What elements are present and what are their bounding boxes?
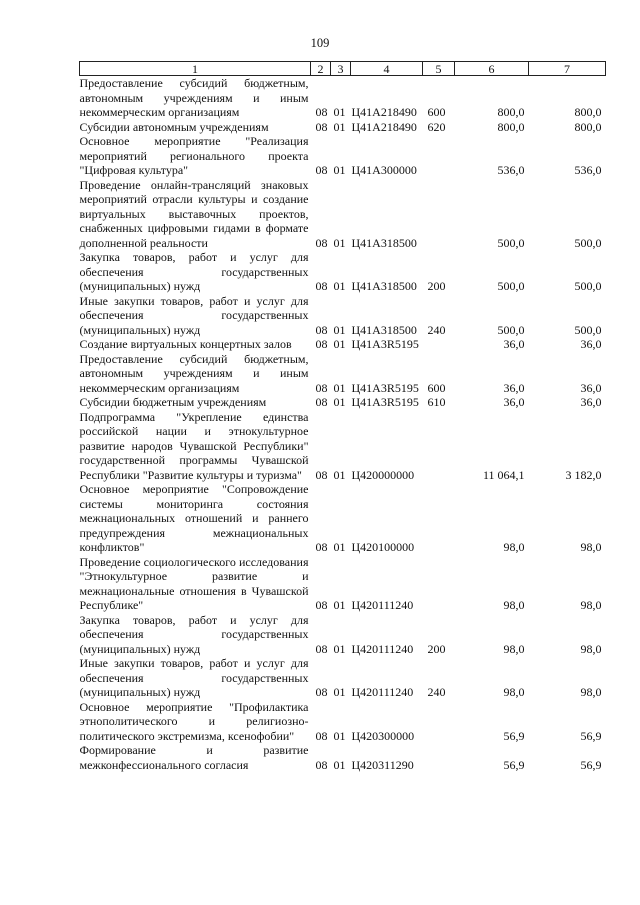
row-amount-1: 98,0 bbox=[503, 540, 525, 554]
row-expense-type: 620 bbox=[427, 119, 446, 134]
row-description: Основное мероприятие "Сопровождение системы мониторинга состояния межнациональных отношений и раннего предупреждения межнациональных конфликтов" bbox=[79, 482, 309, 554]
row-target-code: Ц41А3R5195 bbox=[351, 380, 419, 395]
row-description: Субсидии автономным учреждениям bbox=[79, 119, 269, 134]
row-amount-1: 500,0 bbox=[497, 279, 525, 293]
row-amount-1: 36,0 bbox=[503, 337, 525, 351]
row-subsection: 01 bbox=[333, 163, 346, 177]
row-section: 08 bbox=[315, 235, 328, 250]
row-subsection: 01 bbox=[333, 235, 346, 250]
row-amount-2: 500,0 bbox=[574, 279, 602, 293]
row-target-code: Ц420300000 bbox=[351, 728, 415, 743]
row-target-code: Ц41А318500 bbox=[351, 322, 417, 337]
row-target-code: Ц41А3R5195 bbox=[351, 395, 419, 409]
row-expense-type: 240 bbox=[427, 322, 446, 337]
row-section: 08 bbox=[315, 598, 328, 612]
row-section: 08 bbox=[315, 337, 328, 351]
row-expense-type bbox=[423, 555, 455, 613]
row-amount-1: 500,0 bbox=[497, 235, 525, 250]
row-target-code: Ц420000000 bbox=[351, 467, 415, 482]
row-target-code: Ц41А218490 bbox=[351, 119, 417, 134]
table-row bbox=[80, 76, 606, 120]
row-subsection: 01 bbox=[333, 641, 346, 656]
row-target-code: Ц41А318500 bbox=[351, 235, 417, 250]
table-row bbox=[80, 555, 606, 613]
row-subsection: 01 bbox=[333, 467, 346, 482]
row-section: 08 bbox=[315, 322, 328, 337]
row-description: Подпрограмма "Укрепление единства российской нации и этнокультурное развитие народов Чувашской Республики" государственной программы Чувашской Республики "Развитие культуры и туризма" bbox=[79, 409, 309, 482]
row-amount-2: 98,0 bbox=[580, 540, 602, 554]
row-target-code: Ц41А3R5195 bbox=[351, 337, 419, 351]
table-row bbox=[80, 743, 606, 772]
row-description: Создание виртуальных концертных залов bbox=[79, 337, 292, 351]
row-amount-1: 536,0 bbox=[497, 163, 525, 177]
row-amount-2: 36,0 bbox=[580, 395, 602, 409]
table-row bbox=[80, 120, 606, 135]
header-row bbox=[80, 62, 606, 76]
row-description: Предоставление субсидий бюджетным, автономным учреждениям и иным некоммерческим организациям bbox=[79, 351, 309, 395]
row-section: 08 bbox=[315, 395, 328, 409]
column-header-7: 7 bbox=[529, 62, 606, 76]
row-amount-2: 36,0 bbox=[580, 337, 602, 351]
table-row bbox=[80, 656, 606, 700]
row-subsection: 01 bbox=[333, 337, 346, 351]
row-section: 08 bbox=[315, 119, 328, 134]
row-expense-type: 200 bbox=[427, 279, 446, 293]
column-header-5: 5 bbox=[423, 62, 455, 76]
row-amount-1: 98,0 bbox=[503, 641, 525, 656]
row-section: 08 bbox=[315, 105, 328, 119]
column-header-2: 2 bbox=[311, 62, 331, 76]
row-amount-2: 500,0 bbox=[574, 235, 602, 250]
budget-table bbox=[79, 61, 606, 772]
row-section: 08 bbox=[315, 467, 328, 482]
row-amount-1: 56,9 bbox=[503, 728, 525, 743]
column-header-3: 3 bbox=[331, 62, 351, 76]
row-expense-type bbox=[423, 700, 455, 744]
row-section: 08 bbox=[315, 757, 328, 772]
column-header-6: 6 bbox=[455, 62, 529, 76]
table-row bbox=[80, 337, 606, 352]
row-section: 08 bbox=[315, 540, 328, 554]
row-amount-1: 56,9 bbox=[503, 757, 525, 772]
row-target-code: Ц41А318500 bbox=[351, 279, 417, 293]
row-section: 08 bbox=[315, 380, 328, 395]
table-row bbox=[80, 134, 606, 178]
row-subsection: 01 bbox=[333, 540, 346, 554]
row-amount-1: 800,0 bbox=[497, 119, 525, 134]
row-description: Формирование и развитие межконфессионального согласия bbox=[79, 743, 309, 772]
row-amount-2: 98,0 bbox=[580, 641, 602, 656]
row-amount-2: 56,9 bbox=[580, 757, 602, 772]
row-amount-2: 500,0 bbox=[574, 322, 602, 337]
table-body bbox=[80, 76, 606, 773]
row-expense-type bbox=[423, 134, 455, 178]
row-description: Иные закупки товаров, работ и услуг для обеспечения государственных (муниципальных) нужд bbox=[79, 293, 309, 337]
row-subsection: 01 bbox=[333, 757, 346, 772]
row-section: 08 bbox=[315, 685, 328, 699]
row-expense-type: 610 bbox=[427, 395, 446, 409]
row-expense-type bbox=[423, 743, 455, 772]
row-description: Закупка товаров, работ и услуг для обеспечения государственных (муниципальных) нужд bbox=[79, 612, 309, 656]
row-description: Проведение онлайн-трансляций знаковых мероприятий отрасли культуры и создание виртуальных выставочных проектов, снабженных цифровыми гидами в формате дополненной реальности bbox=[79, 177, 309, 250]
row-target-code: Ц41А300000 bbox=[351, 163, 417, 177]
row-description: Иные закупки товаров, работ и услуг для обеспечения государственных (муниципальных) нужд bbox=[79, 656, 309, 699]
table-row bbox=[80, 613, 606, 657]
row-target-code: Ц420100000 bbox=[351, 540, 415, 554]
row-target-code: Ц41А218490 bbox=[351, 105, 417, 119]
row-expense-type bbox=[423, 482, 455, 555]
page-number: 109 bbox=[310, 36, 330, 50]
table-row bbox=[80, 410, 606, 483]
table-row bbox=[80, 250, 606, 294]
row-description: Субсидии бюджетным учреждениям bbox=[79, 395, 267, 409]
row-amount-2: 800,0 bbox=[574, 105, 602, 119]
row-subsection: 01 bbox=[333, 279, 346, 293]
row-amount-1: 98,0 bbox=[503, 598, 525, 612]
table-row bbox=[80, 482, 606, 555]
row-expense-type: 600 bbox=[427, 380, 446, 395]
row-amount-2: 800,0 bbox=[574, 119, 602, 134]
row-expense-type bbox=[423, 410, 455, 483]
row-subsection: 01 bbox=[333, 380, 346, 395]
row-amount-1: 98,0 bbox=[503, 685, 525, 699]
row-target-code: Ц420111240 bbox=[351, 685, 414, 699]
row-subsection: 01 bbox=[333, 395, 346, 409]
row-description: Проведение социологического исследования "Этнокультурное развитие и межнациональные отношения в Чувашской Республике" bbox=[79, 554, 309, 612]
column-header-4: 4 bbox=[351, 62, 423, 76]
row-amount-1: 800,0 bbox=[497, 105, 525, 119]
row-target-code: Ц420311290 bbox=[351, 757, 414, 772]
row-subsection: 01 bbox=[333, 598, 346, 612]
row-section: 08 bbox=[315, 279, 328, 293]
table-row bbox=[80, 700, 606, 744]
row-amount-2: 36,0 bbox=[580, 380, 602, 395]
row-section: 08 bbox=[315, 728, 328, 743]
row-expense-type: 600 bbox=[427, 105, 446, 119]
row-description: Предоставление субсидий бюджетным, автономным учреждениям и иным некоммерческим организациям bbox=[79, 76, 309, 119]
row-amount-1: 36,0 bbox=[503, 380, 525, 395]
row-subsection: 01 bbox=[333, 322, 346, 337]
row-expense-type bbox=[423, 178, 455, 251]
row-amount-2: 56,9 bbox=[580, 728, 602, 743]
row-description: Основное мероприятие "Профилактика этнополитического и религиозно-политического экстремизма, ксенофобии" bbox=[79, 699, 309, 743]
row-amount-1: 500,0 bbox=[497, 322, 525, 337]
row-amount-1: 36,0 bbox=[503, 395, 525, 409]
row-amount-2: 98,0 bbox=[580, 685, 602, 699]
row-amount-2: 536,0 bbox=[574, 163, 602, 177]
row-subsection: 01 bbox=[333, 119, 346, 134]
row-expense-type bbox=[423, 337, 455, 352]
row-subsection: 01 bbox=[333, 728, 346, 743]
row-section: 08 bbox=[315, 641, 328, 656]
table-row bbox=[80, 178, 606, 251]
column-header-1: 1 bbox=[80, 62, 311, 76]
row-description: Основное мероприятие "Реализация мероприятий регионального проекта "Цифровая культура" bbox=[79, 134, 309, 177]
table-row bbox=[80, 395, 606, 410]
table-row bbox=[80, 294, 606, 338]
row-section: 08 bbox=[315, 163, 328, 177]
row-amount-2: 98,0 bbox=[580, 598, 602, 612]
table-row bbox=[80, 352, 606, 396]
row-subsection: 01 bbox=[333, 105, 346, 119]
row-amount-1: 11 064,1 bbox=[482, 467, 525, 482]
row-target-code: Ц420111240 bbox=[351, 598, 414, 612]
row-expense-type: 200 bbox=[427, 641, 446, 656]
row-expense-type: 240 bbox=[427, 685, 446, 699]
row-target-code: Ц420111240 bbox=[351, 641, 414, 656]
row-description: Закупка товаров, работ и услуг для обеспечения государственных (муниципальных) нужд bbox=[79, 250, 309, 293]
row-amount-2: 3 182,0 bbox=[565, 467, 602, 482]
row-subsection: 01 bbox=[333, 685, 346, 699]
